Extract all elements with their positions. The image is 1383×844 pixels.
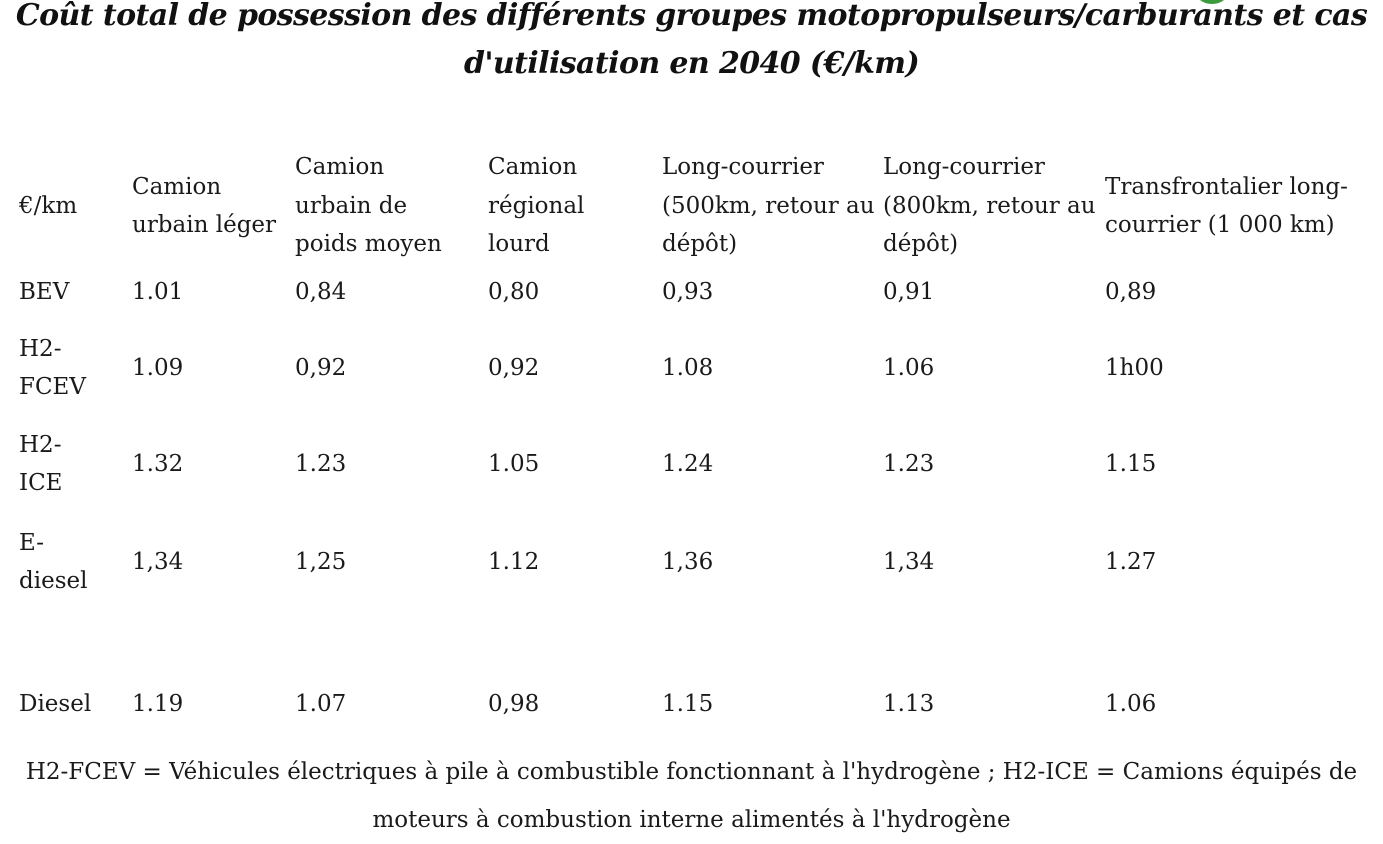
table-cell: 1.13 [883,690,935,717]
table-cell: 1.07 [295,690,347,717]
table-cell: 1.12 [488,548,540,575]
row-label: Diesel [19,690,92,717]
table-cell: 0,84 [295,278,347,305]
header-camion-urbain-leger: Camion urbain léger [132,173,277,238]
table-cell: 0,91 [883,278,935,305]
table-cell: 0,98 [488,690,540,717]
table-cell: 1.19 [132,690,184,717]
header-long-courrier-500: Long-courrier (500km, retour au dépôt) [662,154,875,258]
table-cell: 1,34 [883,548,935,575]
table-cell: 0,80 [488,278,540,305]
row-label: BEV [19,278,70,305]
table-cell: 1.23 [295,450,347,477]
tco-table [19,148,1375,732]
table-cell: 1,34 [132,548,184,575]
row-label: E-diesel [19,529,88,594]
header-camion-urbain-poids-moyen: Camion urbain de poids moyen [295,154,442,258]
table-cell: 0,93 [662,278,714,305]
table-cell: 0,92 [295,354,347,381]
table-cell: 1.09 [132,354,184,381]
table-cell: 1h00 [1105,354,1164,381]
table-cell: 1.06 [1105,690,1157,717]
table-row [19,416,1375,512]
table-cell: 1.27 [1105,548,1157,575]
table-cell: 1.06 [883,354,935,381]
table-cell: 1,36 [662,548,714,575]
header-long-courrier-800: Long-courrier (800km, retour au dépôt) [883,154,1096,258]
row-label: H2-ICE [19,431,63,496]
table-cell: 1.24 [662,450,714,477]
table-row [19,264,1375,320]
footnote: H2-FCEV = Véhicules électriques à pile à combustible fonctionnant à l'hydrogène ; H2-ICE = Camions équipés de moteurs à combustion interne alimentés à l'hydrogène [25,759,1358,833]
table-cell: 0,89 [1105,278,1157,305]
table-cell: 1.15 [662,690,714,717]
table-cell: 1.05 [488,450,540,477]
header-unit: €/km [19,192,78,219]
table-cell: 1.32 [132,450,184,477]
header-transfrontalier: Transfrontalier long-courrier (1 000 km) [1105,173,1348,238]
table-row [19,512,1375,612]
table-cell: 1.08 [662,354,714,381]
header-camion-regional-lourd: Camion régional lourd [488,154,585,258]
table-cell: 0,92 [488,354,540,381]
table-row [19,320,1375,416]
table-row [19,676,1375,732]
table-spacer-row [19,612,1375,676]
table-cell: 1.15 [1105,450,1157,477]
table-cell: 1.23 [883,450,935,477]
table-header-row [19,148,1375,264]
table-cell: 1.01 [132,278,184,305]
row-label: H2-FCEV [19,335,86,400]
page-title: Coût total de possession des différents groupes motopropulseurs/carburants et cas d'utilisation en 2040 (€/km) [15,0,1368,81]
table-cell: 1,25 [295,548,347,575]
